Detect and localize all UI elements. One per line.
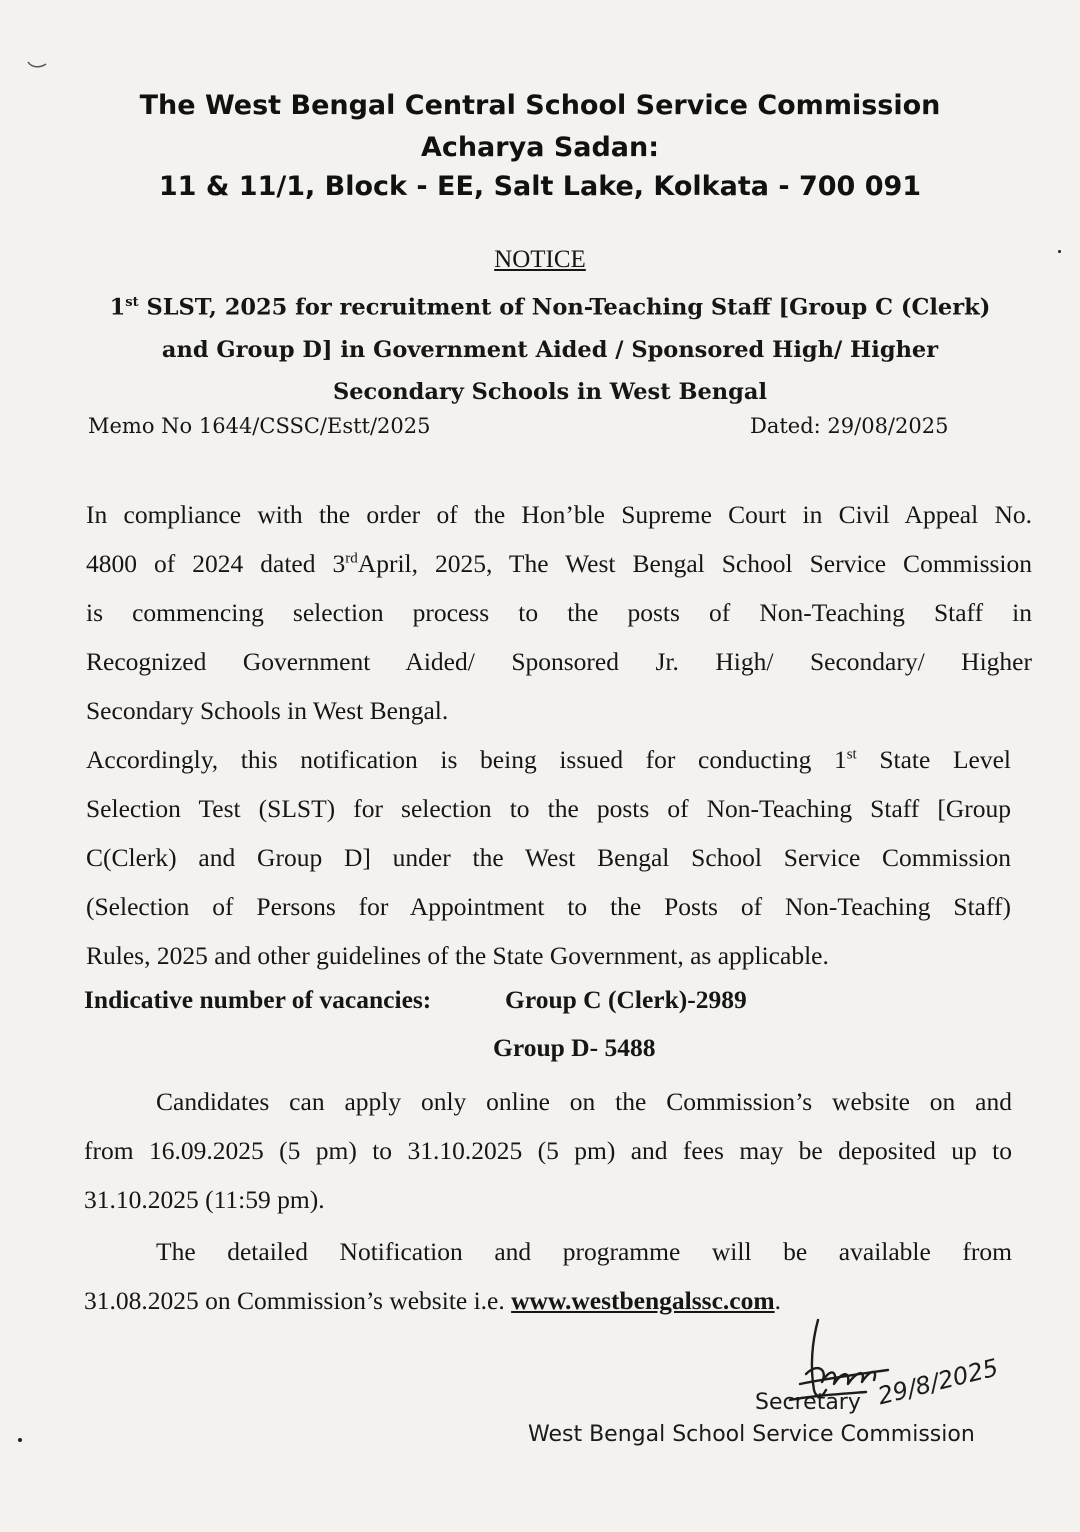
- memo-number: Memo No 1644/CSSC/Estt/2025: [88, 414, 431, 438]
- memo-date: Dated: 29/08/2025: [750, 414, 949, 438]
- para2-line-1a: Accordingly, this notification is being issued for conducting 1: [86, 745, 847, 774]
- scan-speck: [1058, 250, 1061, 253]
- vacancy-group-c: Group C (Clerk)-2989: [505, 985, 747, 1014]
- vacancies-label: Indicative number of vacancies:: [84, 985, 432, 1014]
- para4-line-2-end: .: [774, 1286, 781, 1315]
- subject-line-2: and Group D] in Government Aided / Sponsored High/ Higher: [161, 336, 939, 363]
- para1-line-5: Secondary Schools in West Bengal.: [86, 696, 449, 725]
- subject-line-3: Secondary Schools in West Bengal: [332, 378, 767, 405]
- paragraph-2: [86, 735, 1011, 980]
- para2-line-3: C(Clerk) and Group D] under the West Bengal School Service Commission: [86, 843, 1011, 872]
- subject-line-1-text: SLST, 2025 for recruitment of Non-Teaching Staff [Group C (Clerk): [138, 294, 991, 321]
- org-address: 11 & 11/1, Block - EE, Salt Lake, Kolkata - 700 091: [158, 171, 922, 202]
- website-link[interactable]: www.westbengalssc.com: [511, 1286, 775, 1315]
- para1-line-1: In compliance with the order of the Hon’ble Supreme Court in Civil Appeal No.: [86, 500, 1032, 529]
- scan-speck: [18, 1438, 22, 1442]
- para4-line-1: The detailed Notification and programme will be available from: [156, 1237, 1012, 1266]
- para2-line-1b: State Level: [856, 745, 1011, 774]
- paragraph-1: [86, 490, 1032, 735]
- notice-title: NOTICE: [494, 246, 586, 273]
- signatory-designation: Secretary: [755, 1390, 861, 1415]
- signature-date: 29/8/2025: [874, 1353, 1002, 1411]
- signatory-organization: West Bengal School Service Commission: [528, 1422, 975, 1447]
- para3-line-1: Candidates can apply only online on the Commission’s website on and: [156, 1087, 1012, 1116]
- para2-line-5: Rules, 2025 and other guidelines of the State Government, as applicable.: [86, 941, 829, 970]
- para1-superscript: rd: [345, 550, 358, 567]
- para1-line-2b: April, 2025, The West Bengal School Service Commission: [357, 549, 1033, 578]
- para1-line-3: is commencing selection process to the posts of Non-Teaching Staff in: [86, 598, 1032, 627]
- notice-subject: [100, 282, 1000, 413]
- paragraph-3: [84, 1077, 1012, 1224]
- building-name: Acharya Sadan:: [420, 132, 660, 163]
- para2-line-2: Selection Test (SLST) for selection to the posts of Non-Teaching Staff [Group: [86, 794, 1011, 823]
- para4-line-2a: 31.08.2025 on Commission’s website i.e.: [84, 1286, 512, 1315]
- subject-line-1: [100, 282, 1000, 329]
- para1-line-2a: 4800 of 2024 dated 3: [86, 549, 346, 578]
- para2-line-1: [86, 735, 1011, 784]
- para3-line-2: from 16.09.2025 (5 pm) to 31.10.2025 (5 pm) and fees may be deposited up to: [84, 1136, 1012, 1165]
- org-name: The West Bengal Central School Service Commission: [139, 90, 941, 121]
- subject-ordinal-suffix: st: [125, 295, 139, 310]
- subject-ordinal: 1: [109, 294, 126, 321]
- para1-line-4: Recognized Government Aided/ Sponsored Jr. High/ Secondary/ Higher: [86, 647, 1032, 676]
- para3-line-3: 31.10.2025 (11:59 pm).: [84, 1185, 325, 1214]
- paragraph-4: [84, 1227, 1012, 1325]
- vacancy-group-d: Group D- 5488: [493, 1033, 656, 1062]
- para1-line-2: [86, 539, 1032, 588]
- para2-superscript: st: [846, 746, 857, 763]
- para2-line-4: (Selection of Persons for Appointment to the Posts of Non-Teaching Staff): [86, 892, 1011, 921]
- scan-mark: [26, 58, 48, 70]
